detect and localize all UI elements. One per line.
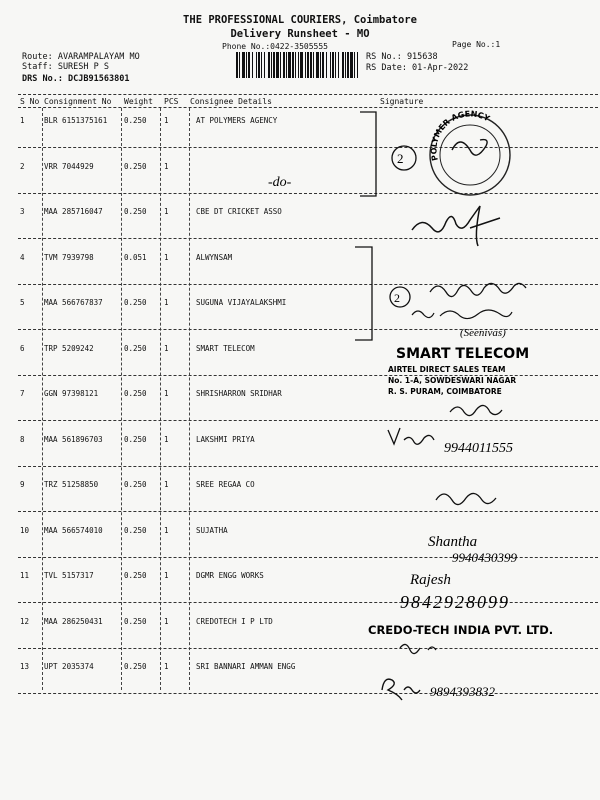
col-header-consignment: Consignment No: [44, 97, 112, 106]
row-consignment-no: MAA 566574010: [44, 525, 103, 535]
row-weight: 0.250: [124, 571, 147, 580]
divider: [18, 94, 598, 95]
row-sno: 10: [20, 525, 30, 535]
row-divider: [18, 420, 598, 421]
row-weight: 0.250: [124, 207, 147, 216]
barcode-bar: [252, 52, 253, 78]
col-header-sno: S No: [20, 97, 40, 106]
row-consignee: AT POLYMERS AGENCY: [196, 116, 278, 125]
row-consignment-no: MAA 566767837: [44, 298, 103, 307]
barcode-bar: [335, 52, 336, 78]
barcode-bar: [288, 52, 291, 78]
barcode-bar: [292, 52, 294, 78]
col-header-pcs: PCS: [164, 97, 179, 106]
company-title: THE PROFESSIONAL COURIERS, Coimbatore: [183, 14, 417, 26]
barcode-bar: [280, 52, 281, 78]
barcode-bar: [268, 52, 270, 78]
row-divider: [18, 375, 598, 376]
table-row: [0, 617, 600, 661]
row-consignment-no: TRP 5209242: [44, 343, 94, 353]
barcode-bar: [298, 52, 299, 78]
ditto-mark: -do-: [268, 175, 292, 190]
row-sno: 13: [20, 662, 30, 671]
row-consignment-no: MAA 561896703: [44, 434, 103, 444]
barcode-bar: [332, 52, 334, 78]
row-weight: 0.250: [124, 525, 147, 535]
row-weight: 0.250: [124, 116, 147, 125]
handwritten-name: Shantha: [428, 534, 478, 550]
handwritten-phone: 9842928099: [400, 592, 510, 612]
barcode-bar: [320, 52, 321, 78]
handwritten-name: Rajesh: [410, 572, 451, 588]
barcode-bar: [350, 52, 353, 78]
row-sno: 9: [20, 480, 25, 489]
row-pcs: 1: [164, 161, 169, 171]
row-sno: 7: [20, 389, 25, 398]
row-pcs: 1: [164, 480, 169, 489]
row-pcs: 1: [164, 207, 169, 216]
barcode-bar: [330, 52, 331, 78]
row-divider: [18, 147, 598, 148]
row-pcs: 1: [164, 571, 169, 580]
row-consignment-no: MAA 286250431: [44, 616, 103, 626]
barcode-bar: [326, 52, 327, 78]
table-row: [0, 298, 600, 342]
row-weight: 0.250: [124, 616, 147, 626]
handwritten-phone: 9940430399: [452, 550, 517, 565]
table-row: [0, 435, 600, 479]
row-consignment-no: UPT 2035374: [44, 662, 94, 671]
phone-number: Phone No.:0422-3505555: [222, 42, 328, 51]
row-consignee: CREDOTECH I P LTD: [196, 616, 273, 626]
table-row: [0, 207, 600, 251]
row-divider: [18, 238, 598, 239]
barcode-bar: [271, 52, 272, 78]
row-consignment-no: TVM 7939798: [44, 252, 94, 262]
row-sno: 12: [20, 616, 30, 626]
runsheet-title: Delivery Runsheet - MO: [230, 28, 370, 40]
row-consignee: SHRISHARRON SRIDHAR: [196, 389, 282, 398]
row-consignee: SUGUNA VIJAYALAKSHMI: [196, 298, 287, 307]
row-divider: [18, 193, 598, 194]
row-divider: [18, 557, 598, 558]
row-pcs: 1: [164, 298, 169, 307]
row-weight: 0.250: [124, 298, 147, 307]
rs-number: RS No.: 915638: [366, 52, 438, 62]
barcode-bar: [236, 52, 238, 78]
page-number: Page No.:1: [452, 40, 501, 49]
row-pcs: 1: [164, 116, 169, 125]
barcode-bar: [239, 52, 240, 78]
row-consignee: SMART TELECOM: [196, 343, 255, 353]
credo-tech-stamp: CREDO-TECH INDIA PVT. LTD.: [368, 623, 554, 637]
barcode-bar: [307, 52, 309, 78]
smart-telecom-stamp: SMART TELECOM: [396, 346, 530, 362]
row-sno: 11: [20, 571, 30, 580]
row-divider: [18, 693, 598, 694]
barcode-icon: [236, 52, 358, 78]
staff: Staff: SURESH P S: [22, 62, 109, 72]
barcode-bar: [322, 52, 324, 78]
row-divider: [18, 511, 598, 512]
row-consignment-no: VRR 7044929: [44, 161, 94, 171]
row-consignee: LAKSHMI PRIYA: [196, 434, 255, 444]
row-consignee: SUJATHA: [196, 525, 228, 535]
barcode-bar: [248, 52, 250, 78]
row-pcs: 1: [164, 389, 169, 398]
table-row: [0, 162, 600, 206]
drs-number: DRS No.: DCJB91563801: [22, 74, 130, 84]
table-row: [0, 344, 600, 388]
row-consignment-no: TRZ 51258850: [44, 480, 99, 489]
row-consignment-no: MAA 285716047: [44, 207, 103, 216]
row-pcs: 1: [164, 343, 169, 353]
rs-date: RS Date: 01-Apr-2022: [366, 63, 469, 73]
row-pcs: 1: [164, 252, 169, 262]
row-divider: [18, 329, 598, 330]
row-consignee: CBE DT CRICKET ASSO: [196, 207, 282, 216]
row-weight: 0.250: [124, 434, 147, 444]
row-weight: 0.250: [124, 389, 147, 398]
row-sno: 8: [20, 434, 25, 444]
row-divider: [18, 466, 598, 467]
col-header-consignee: Consignee Details: [190, 97, 272, 106]
row-sno: 2: [20, 161, 25, 171]
row-consignee: SRI BANNARI AMMAN ENGG: [196, 662, 296, 671]
row-sno: 4: [20, 252, 25, 262]
row-weight: 0.250: [124, 343, 147, 353]
barcode-bar: [357, 52, 358, 78]
barcode-bar: [342, 52, 344, 78]
circle-mark: 2: [397, 151, 404, 166]
handwritten-name: (Seenivas): [460, 327, 506, 339]
row-divider: [18, 284, 598, 285]
barcode-bar: [295, 52, 296, 78]
barcode-bar: [316, 52, 319, 78]
barcode-bar: [338, 52, 339, 78]
row-weight: 0.250: [124, 662, 147, 671]
handwritten-phone: 9894393832: [430, 684, 495, 699]
row-consignment-no: GGN 97398121: [44, 389, 99, 398]
barcode-bar: [347, 52, 349, 78]
row-weight: 0.051: [124, 252, 147, 262]
row-consignment-no: TVL 5157317: [44, 571, 94, 580]
barcode-bar: [313, 52, 314, 78]
table-row: [0, 116, 600, 160]
barcode-bar: [305, 52, 306, 78]
row-weight: 0.250: [124, 480, 147, 489]
row-consignment-no: BLR 6151375161: [44, 116, 108, 125]
barcode-bar: [300, 52, 303, 78]
barcode-bar: [246, 52, 247, 78]
row-consignee: DGMR ENGG WORKS: [196, 571, 264, 580]
row-pcs: 1: [164, 662, 169, 671]
barcode-bar: [258, 52, 260, 78]
smart-telecom-stamp: R. S. PURAM, COIMBATORE: [388, 387, 502, 396]
row-consignee: ALWYNSAM: [196, 252, 233, 262]
barcode-bar: [345, 52, 346, 78]
barcode-bar: [256, 52, 257, 78]
route: Route: AVARAMPALAYAM MO: [22, 52, 140, 62]
smart-telecom-stamp: No. 1-A, SOWDESWARI NAGAR: [388, 376, 517, 385]
barcode-bar: [276, 52, 279, 78]
row-sno: 6: [20, 343, 25, 353]
polymer-stamp-text: POLYMER AGENCY: [429, 109, 492, 162]
smart-telecom-stamp: AIRTEL DIRECT SALES TEAM: [388, 365, 506, 374]
barcode-bar: [286, 52, 287, 78]
table-row: [0, 662, 600, 706]
table-row: [0, 526, 600, 570]
row-sno: 3: [20, 207, 25, 216]
table-row: [0, 571, 600, 615]
row-consignee: SREE REGAA CO: [196, 480, 255, 489]
row-sno: 1: [20, 116, 25, 125]
row-divider: [18, 602, 598, 603]
row-pcs: 1: [164, 525, 169, 535]
row-weight: 0.250: [124, 161, 147, 171]
divider: [18, 107, 598, 108]
row-pcs: 1: [164, 616, 169, 626]
table-row: [0, 253, 600, 297]
handwritten-phone: 9944011555: [444, 441, 513, 456]
barcode-bar: [261, 52, 262, 78]
barcode-bar: [264, 52, 265, 78]
barcode-bar: [273, 52, 275, 78]
barcode-bar: [242, 52, 245, 78]
col-header-signature: Signature: [380, 97, 424, 106]
barcode-bar: [354, 52, 355, 78]
table-row: [0, 480, 600, 524]
col-header-weight: Weight: [124, 97, 153, 106]
row-divider: [18, 648, 598, 649]
table-row: [0, 389, 600, 433]
barcode-bar: [283, 52, 285, 78]
row-pcs: 1: [164, 434, 169, 444]
barcode-bar: [310, 52, 312, 78]
circle-mark: 2: [394, 291, 400, 305]
row-sno: 5: [20, 298, 25, 307]
